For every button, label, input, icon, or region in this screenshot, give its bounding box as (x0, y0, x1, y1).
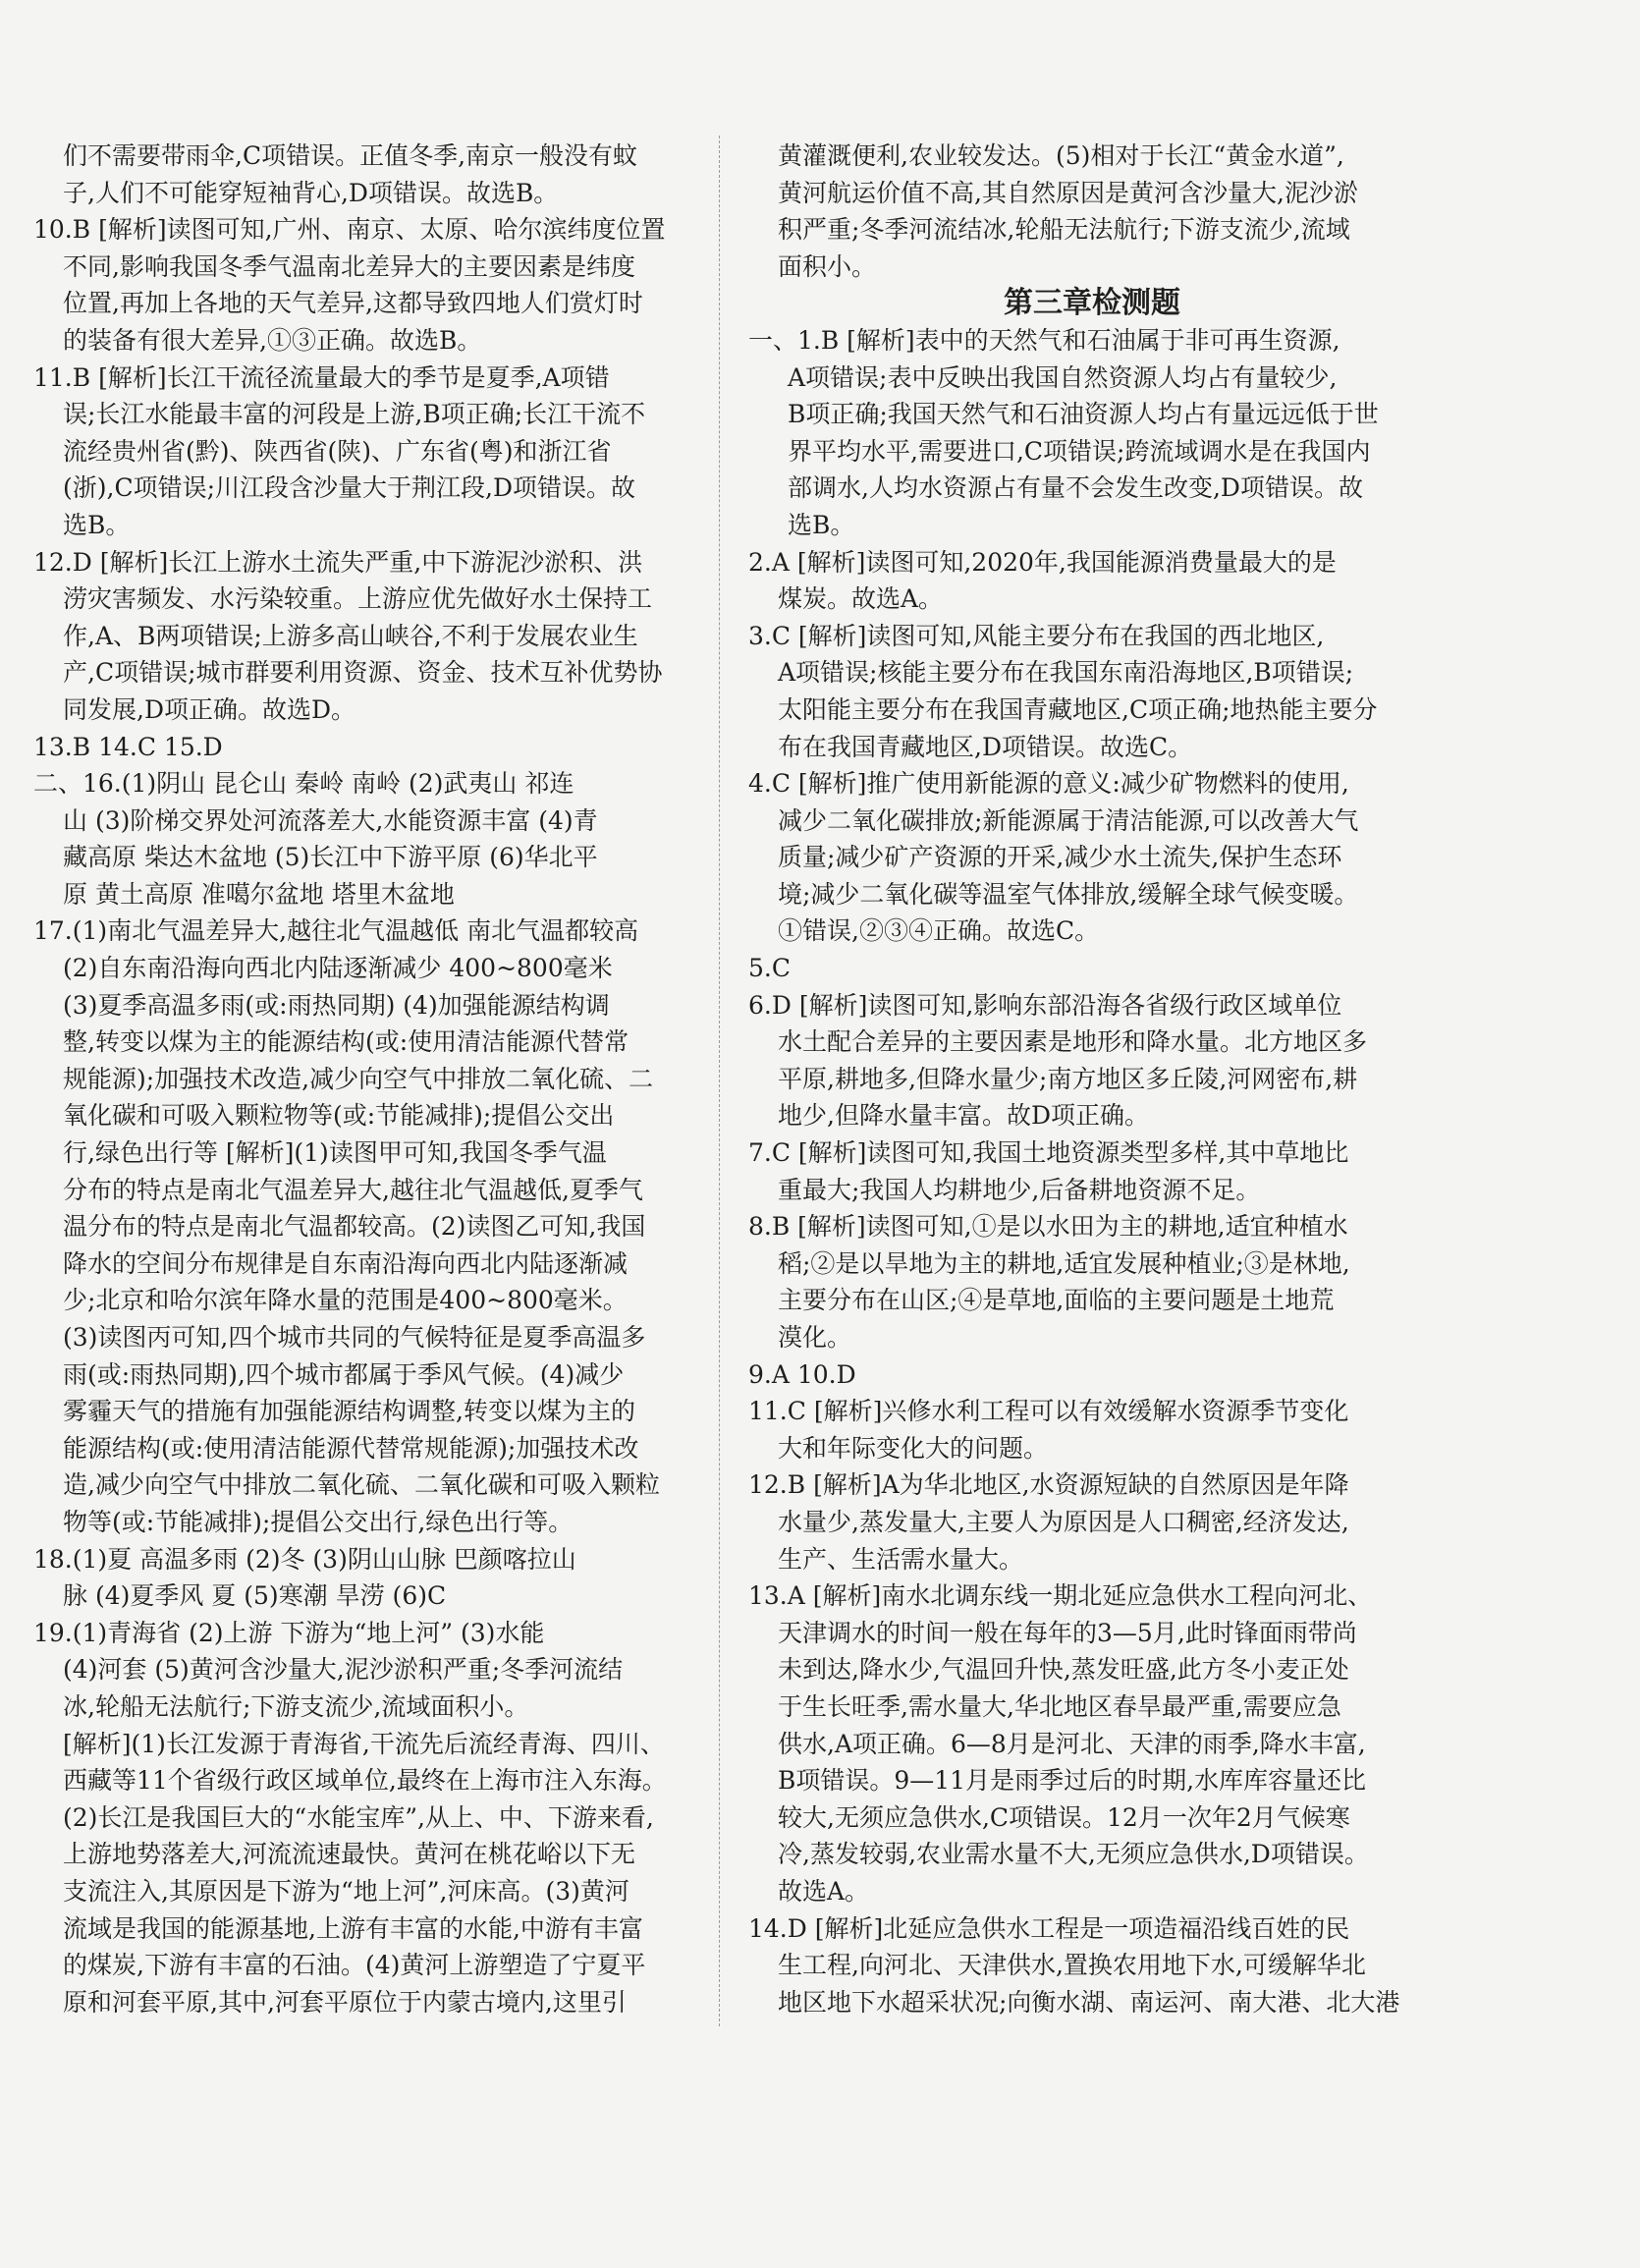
text-line: 12.B [解析]A为华北地区,水资源短缺的自然原因是年降 (748, 1470, 1349, 1500)
text-line: 能源结构(或:使用清洁能源代替常规能源);加强技术改 (63, 1433, 639, 1463)
text-line: 不同,影响我国冬季气温南北差异大的主要因素是纬度 (63, 251, 635, 281)
text-line: 质量;减少矿产资源的开采,减少水土流失,保护生态环 (778, 843, 1342, 872)
text-line: 大和年际变化大的问题。 (778, 1433, 1049, 1463)
text-line: (4)河套 (5)黄河含沙量大,泥沙淤积严重;冬季河流结 (63, 1655, 624, 1685)
text-line: 行,绿色出行等 [解析](1)读图甲可知,我国冬季气温 (63, 1138, 607, 1168)
text-line: 造,减少向空气中排放二氧化硫、二氧化碳和可吸入颗粒 (63, 1470, 660, 1500)
text-line: 分布的特点是南北气温差异大,越往北气温越低,夏季气 (63, 1175, 643, 1204)
text-line: 脉 (4)夏季风 夏 (5)寒潮 旱涝 (6)C (63, 1581, 447, 1611)
text-line: A项错误;表中反映出我国自然资源人均占有量较少, (788, 362, 1338, 392)
text-line: 稻;②是以旱地为主的耕地,适宜发展种植业;③是林地, (778, 1248, 1350, 1278)
text-line: 原 黄土高原 准噶尔盆地 塔里木盆地 (63, 879, 455, 909)
text-line: (2)自东南沿海向西北内陆逐渐减少 400~800毫米 (63, 954, 613, 983)
text-line: 同发展,D项正确。故选D。 (63, 694, 356, 724)
text-line: 地区地下水超采状况;向衡水湖、南运河、南大港、北大港 (778, 1987, 1400, 2017)
section-title: 第三章检测题 (1004, 286, 1180, 321)
right-column-continuation (748, 138, 1436, 285)
text-line: 面积小。 (778, 251, 877, 281)
text-line: 上游地势落差大,河流流速最快。黄河在桃花峪以下无 (63, 1840, 635, 1869)
text-line: 17.(1)南北气温差异大,越往北气温越低 南北气温都较高 (33, 916, 639, 946)
text-line: 供水,A项正确。6—8月是河北、天津的雨季,降水丰富, (778, 1729, 1366, 1758)
text-line: 6.D [解析]读图可知,影响东部沿海各省级行政区域单位 (748, 990, 1342, 1020)
text-line: 位置,再加上各地的天气差异,这都导致四地人们赏灯时 (63, 289, 643, 318)
text-line: 未到达,降水少,气温回升快,蒸发旺盛,此方冬小麦正处 (778, 1655, 1349, 1685)
text-line: 山 (3)阶梯交界处河流落差大,水能资源丰富 (4)青 (63, 805, 598, 835)
text-line: 地少,但降水量丰富。故D项正确。 (778, 1101, 1149, 1131)
text-line: 一、1.B [解析]表中的天然气和石油属于非可再生资源, (748, 325, 1340, 355)
text-line: [解析](1)长江发源于青海省,干流先后流经青海、四川、 (63, 1729, 665, 1758)
text-line: 7.C [解析]读图可知,我国土地资源类型多样,其中草地比 (748, 1138, 1349, 1168)
text-line: 14.D [解析]北延应急供水工程是一项造福沿线百姓的民 (748, 1913, 1350, 1943)
text-line: 4.C [解析]推广使用新能源的意义:减少矿物燃料的使用, (748, 769, 1349, 799)
text-line: 太阳能主要分布在我国青藏地区,C项正确;地热能主要分 (778, 694, 1378, 724)
text-line: 子,人们不可能穿短袖背心,D项错误。故选B。 (63, 178, 559, 207)
text-line: 生产、生活需水量大。 (778, 1544, 1024, 1574)
text-line: 冷,蒸发较弱,农业需水量不大,无须应急供水,D项错误。 (778, 1840, 1369, 1869)
text-line: 西藏等11个省级行政区域单位,最终在上海市注入东海。 (63, 1766, 667, 1796)
text-line: 主要分布在山区;④是草地,面临的主要问题是土地荒 (778, 1286, 1335, 1315)
text-line: (浙),C项错误;川江段含沙量大于荆江段,D项错误。故 (63, 473, 635, 503)
text-line: 规能源);加强技术改造,减少向空气中排放二氧化硫、二 (63, 1064, 654, 1093)
text-line: 18.(1)夏 高温多雨 (2)冬 (3)阴山山脉 巴颜喀拉山 (33, 1544, 576, 1574)
text-line: 的装备有很大差异,①③正确。故选B。 (63, 325, 482, 355)
text-line: 的煤炭,下游有丰富的石油。(4)黄河上游塑造了宁夏平 (63, 1951, 646, 1980)
text-line: 二、16.(1)阴山 昆仑山 秦岭 南岭 (2)武夷山 祁连 (33, 769, 574, 799)
text-line: 较大,无须应急供水,C项错误。12月一次年2月气候寒 (778, 1802, 1350, 1832)
text-line: A项错误;核能主要分布在我国东南沿海地区,B项错误; (778, 658, 1354, 688)
text-line: 黄河航运价值不高,其自然原因是黄河含沙量大,泥沙淤 (778, 178, 1358, 207)
text-line: 水土配合差异的主要因素是地形和降水量。北方地区多 (778, 1027, 1368, 1057)
text-line: 于生长旺季,需水量大,华北地区春旱最严重,需要应急 (778, 1691, 1341, 1721)
text-line: 作,A、B两项错误;上游多高山峡谷,不利于发展农业生 (63, 621, 638, 650)
text-line: 8.B [解析]读图可知,①是以水田为主的耕地,适宜种植水 (748, 1212, 1348, 1242)
left-column (33, 138, 721, 2020)
text-line: 11.B [解析]长江干流径流量最大的季节是夏季,A项错 (33, 362, 610, 392)
text-line: 选B。 (788, 510, 855, 539)
text-line: 支流注入,其原因是下游为“地上河”,河床高。(3)黄河 (63, 1876, 629, 1906)
text-line: 氧化碳和可吸入颗粒物等(或:节能减排);提倡公交出 (63, 1101, 615, 1131)
text-line: 整,转变以煤为主的能源结构(或:使用清洁能源代替常 (63, 1027, 629, 1057)
text-line: B项错误。9—11月是雨季过后的时期,水库库容量还比 (778, 1766, 1367, 1796)
text-line: 9.A 10.D (748, 1359, 856, 1389)
text-line: (3)读图丙可知,四个城市共同的气候特征是夏季高温多 (63, 1323, 646, 1352)
text-line: 界平均水平,需要进口,C项错误;跨流域调水是在我国内 (788, 436, 1371, 466)
text-line: 选B。 (63, 510, 131, 539)
text-line: 少;北京和哈尔滨年降水量的范围是400~800毫米。 (63, 1286, 628, 1315)
text-line: 降水的空间分布规律是自东南沿海向西北内陆逐渐减 (63, 1248, 629, 1278)
text-line: 11.C [解析]兴修水利工程可以有效缓解水资源季节变化 (748, 1397, 1349, 1426)
text-line: 生工程,向河北、天津供水,置换农用地下水,可缓解华北 (778, 1951, 1366, 1980)
text-line: (2)长江是我国巨大的“水能宝库”,从上、中、下游来看, (63, 1802, 654, 1832)
text-line: 原和河套平原,其中,河套平原位于内蒙古境内,这里引 (63, 1987, 627, 2017)
right-column (748, 138, 1436, 2020)
text-line: 藏高原 柴达木盆地 (5)长江中下游平原 (6)华北平 (63, 843, 598, 872)
text-line: 重最大;我国人均耕地少,后备耕地资源不足。 (778, 1175, 1261, 1204)
text-line: 部调水,人均水资源占有量不会发生改变,D项错误。故 (788, 473, 1363, 503)
text-line: 雾霾天气的措施有加强能源结构调整,转变以煤为主的 (63, 1397, 635, 1426)
text-line: 产,C项错误;城市群要利用资源、资金、技术互补优势协 (63, 658, 663, 688)
text-line: 涝灾害频发、水污染较重。上游应优先做好水土保持工 (63, 584, 653, 614)
text-line: 13.A [解析]南水北调东线一期北延应急供水工程向河北、 (748, 1581, 1373, 1611)
text-line: ①错误,②③④正确。故选C。 (778, 916, 1100, 946)
text-line: 积严重;冬季河流结冰,轮船无法航行;下游支流少,流域 (778, 215, 1350, 245)
text-line: B项正确;我国天然气和石油资源人均占有量远远低于世 (788, 400, 1379, 429)
text-line: 流经贵州省(黔)、陕西省(陕)、广东省(粤)和浙江省 (63, 436, 612, 466)
text-line: 2.A [解析]读图可知,2020年,我国能源消费量最大的是 (748, 547, 1337, 577)
text-line: 水量少,蒸发量大,主要人为原因是人口稠密,经济发达, (778, 1507, 1349, 1536)
text-line: 冰,轮船无法航行;下游支流少,流域面积小。 (63, 1691, 529, 1721)
text-line: 故选A。 (778, 1876, 870, 1906)
text-line: 们不需要带雨伞,C项错误。正值冬季,南京一般没有蚊 (63, 141, 638, 170)
text-line: 黄灌溉便利,农业较发达。(5)相对于长江“黄金水道”, (778, 141, 1344, 170)
text-line: 10.B [解析]读图可知,广州、南京、太原、哈尔滨纬度位置 (33, 215, 666, 245)
text-line: 雨(或:雨热同期),四个城市都属于季风气候。(4)减少 (63, 1359, 625, 1389)
text-line: 天津调水的时间一般在每年的3—5月,此时锋面雨带尚 (778, 1618, 1357, 1647)
text-line: 平原,耕地多,但降水量少;南方地区多丘陵,河网密布,耕 (778, 1064, 1358, 1093)
text-line: 流域是我国的能源基地,上游有丰富的水能,中游有丰富 (63, 1913, 643, 1943)
text-line: 13.B 14.C 15.D (33, 732, 223, 761)
text-line: 漠化。 (778, 1323, 852, 1352)
text-line: 5.C (748, 954, 791, 983)
text-line: (3)夏季高温多雨(或:雨热同期) (4)加强能源结构调 (63, 990, 610, 1020)
text-line: 减少二氧化碳排放;新能源属于清洁能源,可以改善大气 (778, 805, 1359, 835)
text-line: 温分布的特点是南北气温都较高。(2)读图乙可知,我国 (63, 1212, 646, 1242)
text-line: 19.(1)青海省 (2)上游 下游为“地上河” (3)水能 (33, 1618, 545, 1647)
text-line: 布在我国青藏地区,D项错误。故选C。 (778, 732, 1193, 761)
column-divider (719, 136, 720, 2026)
text-line: 误;长江水能最丰富的河段是上游,B项正确;长江干流不 (63, 400, 646, 429)
text-line: 3.C [解析]读图可知,风能主要分布在我国的西北地区, (748, 621, 1325, 650)
text-line: 境;减少二氧化碳等温室气体排放,缓解全球气候变暖。 (778, 879, 1359, 909)
text-line: 物等(或:节能减排);提倡公交出行,绿色出行等。 (63, 1507, 574, 1536)
text-line: 煤炭。故选A。 (778, 584, 944, 614)
text-line: 12.D [解析]长江上游水土流失严重,中下游泥沙淤积、洪 (33, 547, 643, 577)
chapter-three-answers (748, 322, 1436, 2020)
